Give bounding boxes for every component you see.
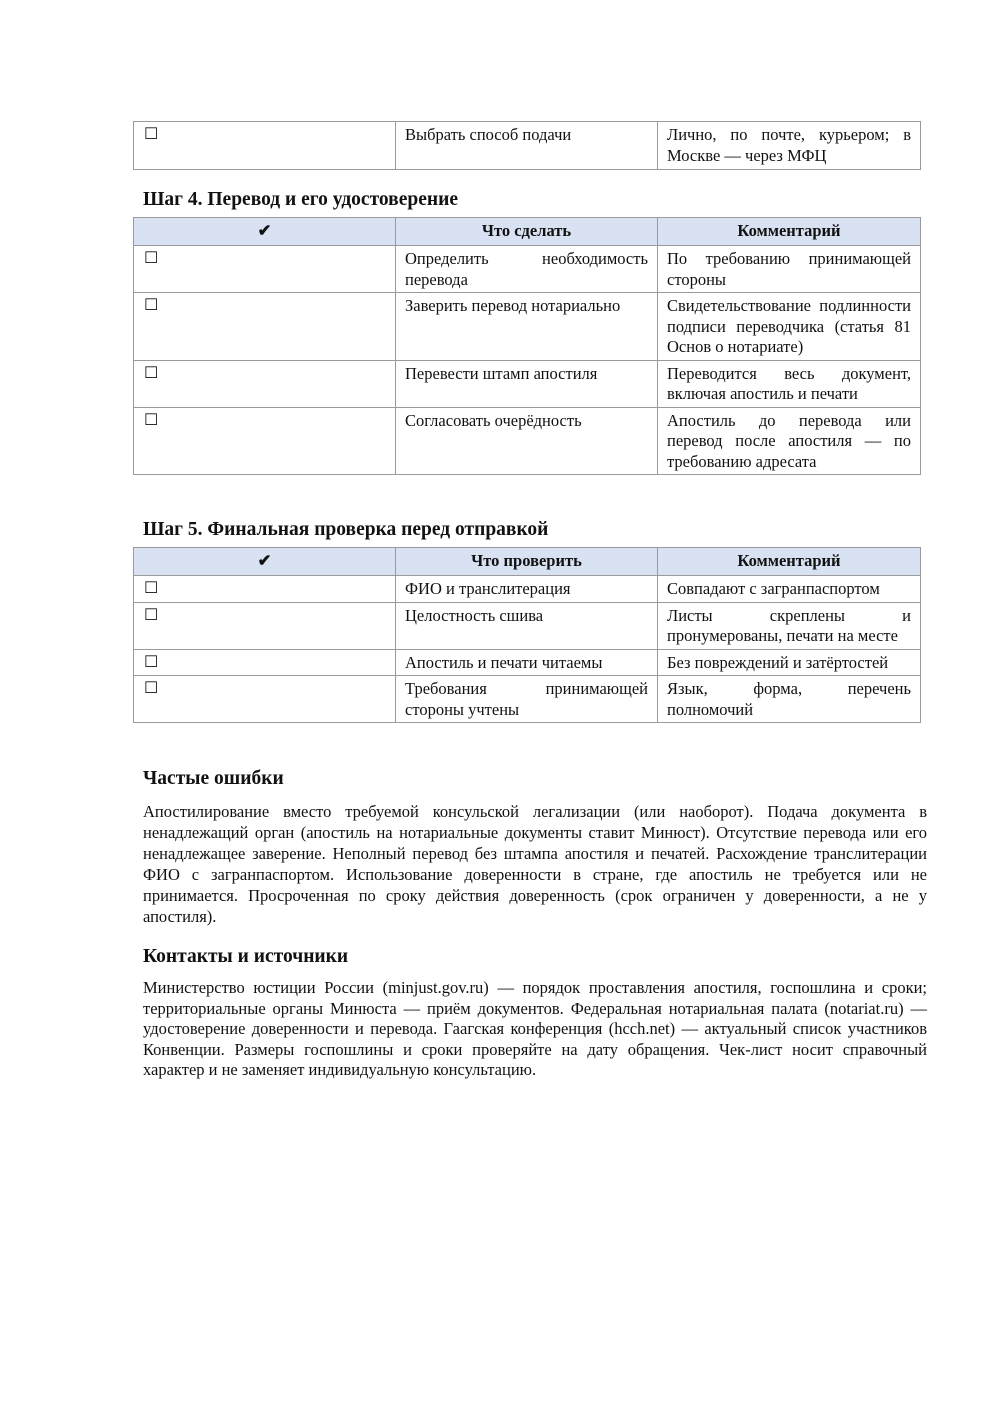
- task-cell: Требования принимающей стороны учтены: [396, 676, 658, 723]
- checkbox[interactable]: ☐: [134, 602, 396, 649]
- comment-column-header: Комментарий: [658, 548, 921, 576]
- task-cell: Заверить перевод нотариально: [396, 293, 658, 361]
- task-cell: Согласовать очерёдность: [396, 407, 658, 475]
- task-cell: ФИО и транслитерация: [396, 576, 658, 603]
- table-row: [134, 649, 921, 676]
- checklist-table-step5: [133, 547, 921, 723]
- table-row: [134, 246, 921, 293]
- checkbox[interactable]: ☐: [134, 676, 396, 723]
- comment-column-header: Комментарий: [658, 218, 921, 246]
- check-column-header: ✔: [134, 218, 396, 246]
- task-cell: Апостиль и печати читаемы: [396, 649, 658, 676]
- task-column-header: Что сделать: [396, 218, 658, 246]
- section-heading-contacts: Контакты и источники: [143, 946, 349, 967]
- section-heading-mistakes: Частые ошибки: [143, 768, 284, 789]
- task-cell: Целостность сшива: [396, 602, 658, 649]
- table-row: [134, 576, 921, 603]
- table-row: [134, 602, 921, 649]
- checkbox[interactable]: ☐: [134, 576, 396, 603]
- checkbox[interactable]: ☐: [134, 122, 396, 170]
- checklist-table-step4: [133, 217, 921, 475]
- table-header-row: [134, 548, 921, 576]
- table-row: [134, 360, 921, 407]
- comment-cell: Лично, по почте, курьером; в Москве — через МФЦ: [658, 122, 921, 170]
- task-cell: Перевести штамп апостиля: [396, 360, 658, 407]
- comment-cell: Свидетельствование подлинности подписи переводчика (статья 81 Основ о нотариате): [658, 293, 921, 361]
- table-row: [134, 676, 921, 723]
- checkbox[interactable]: ☐: [134, 293, 396, 361]
- checkbox[interactable]: ☐: [134, 649, 396, 676]
- checkbox[interactable]: ☐: [134, 246, 396, 293]
- task-cell: Определить необходимость перевода: [396, 246, 658, 293]
- table-row: [134, 122, 921, 170]
- check-column-header: ✔: [134, 548, 396, 576]
- comment-cell: Апостиль до перевода или перевод после апостиля — по требованию адресата: [658, 407, 921, 475]
- mistakes-paragraph: Апостилирование вместо требуемой консульской легализации (или наоборот). Подача документа в ненадлежащий орган (апостиль на нотариальные документы ставит Минюст). Отсутствие перевода или его ненадлежащее заверение. Неполный перевод без штампа апостиля и печатей. Расхождение транслитерации ФИО с загранпаспортом. Использование доверенности в стране, где апостиль не требуется или не принимается. Просроченная по сроку действия доверенность (срок ограничен у доверенности, а не у апостиля).: [143, 802, 927, 926]
- section-heading-step5: Шаг 5. Финальная проверка перед отправкой: [143, 519, 549, 540]
- section-heading-step4: Шаг 4. Перевод и его удостоверение: [143, 189, 458, 210]
- table-row: [134, 407, 921, 475]
- comment-cell: Без повреждений и затёртостей: [658, 649, 921, 676]
- checklist-table-step3-continued: [133, 121, 921, 170]
- comment-cell: Переводится весь документ, включая апостиль и печати: [658, 360, 921, 407]
- checkbox[interactable]: ☐: [134, 360, 396, 407]
- contacts-paragraph: Министерство юстиции России (minjust.gov.ru) — порядок проставления апостиля, госпошлина и сроки; территориальные органы Минюста — приём документов. Федеральная нотариальная палата (notariat.ru) — удостоверение доверенности и перевода. Гаагская конференция (hcch.net) — актуальный список участников Конвенции. Размеры госпошлины и сроки проверяйте на дату обращения. Чек-лист носит справочный характер и не заменяет индивидуальную консультацию.: [143, 978, 927, 1079]
- checkbox[interactable]: ☐: [134, 407, 396, 475]
- comment-cell: Совпадают с загранпаспортом: [658, 576, 921, 603]
- comment-cell: Листы скреплены и пронумерованы, печати на месте: [658, 602, 921, 649]
- table-row: [134, 293, 921, 361]
- comment-cell: По требованию принимающей стороны: [658, 246, 921, 293]
- task-cell: Выбрать способ подачи: [396, 122, 658, 170]
- comment-cell: Язык, форма, перечень полномочий: [658, 676, 921, 723]
- task-column-header: Что проверить: [396, 548, 658, 576]
- table-header-row: [134, 218, 921, 246]
